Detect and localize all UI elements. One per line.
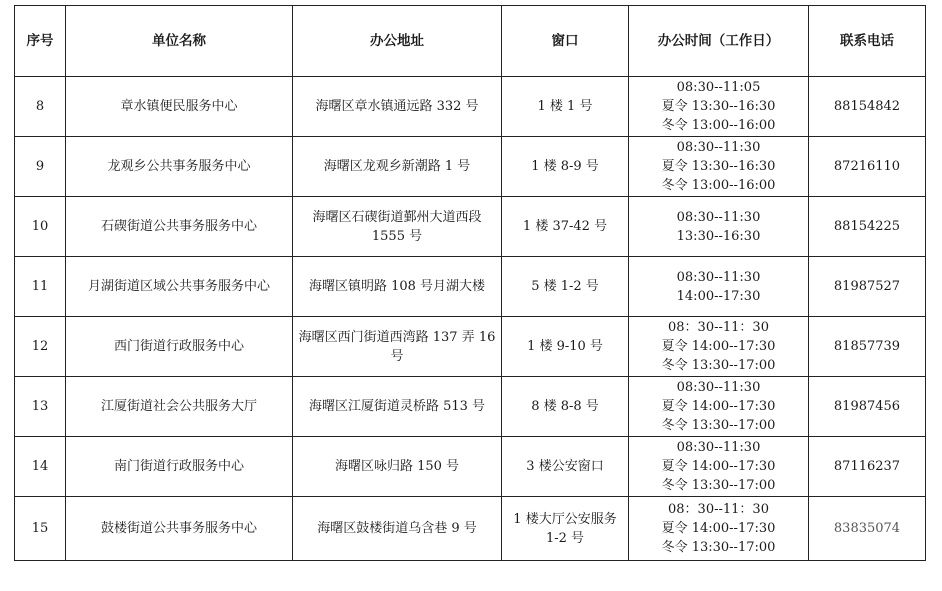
cell-address: 海曙区西门街道西湾路 137 弄 16 号 — [293, 317, 502, 377]
hours-line: 冬令 13:30--17:00 — [661, 358, 776, 373]
header-window: 窗口 — [502, 6, 629, 77]
hours-line: 夏令 14:00--17:30 — [661, 459, 776, 474]
header-name: 单位名称 — [66, 6, 293, 77]
cell-name: 龙观乡公共事务服务中心 — [66, 137, 293, 197]
hours-line: 冬令 13:00--16:00 — [661, 178, 776, 193]
cell-seq: 9 — [15, 137, 66, 197]
service-center-table — [14, 5, 926, 561]
table-header-row — [15, 6, 926, 77]
table-row — [15, 137, 926, 197]
hours-line: 08:30--11:30 — [676, 140, 761, 155]
cell-address: 海曙区镇明路 108 号月湖大楼 — [293, 257, 502, 317]
header-seq: 序号 — [15, 6, 66, 77]
hours-line: 夏令 14:00--17:30 — [661, 399, 776, 414]
cell-seq: 15 — [15, 497, 66, 561]
hours-line: 08:30--11:30 — [676, 209, 761, 225]
hours-line: 冬令 13:30--17:00 — [661, 418, 776, 433]
cell-address: 海曙区石碶街道鄞州大道西段 1555 号 — [293, 197, 502, 257]
cell-seq: 11 — [15, 257, 66, 317]
cell-hours — [629, 437, 809, 497]
hours-line: 13:30--16:30 — [676, 228, 761, 244]
cell-window: 1 楼 1 号 — [502, 77, 629, 137]
cell-address: 海曙区咏归路 150 号 — [293, 437, 502, 497]
cell-window: 1 楼 9-10 号 — [502, 317, 629, 377]
hours-line: 冬令 13:30--17:00 — [661, 478, 776, 493]
cell-phone: 88154842 — [809, 77, 926, 137]
cell-hours — [629, 497, 809, 561]
cell-name: 石碶街道公共事务服务中心 — [66, 197, 293, 257]
hours-line: 夏令 13:30--16:30 — [661, 99, 776, 114]
hours-line: 08：30--11：30 — [668, 502, 769, 517]
hours-line: 14:00--17:30 — [676, 288, 761, 304]
table-row — [15, 77, 926, 137]
cell-hours — [629, 197, 809, 257]
cell-phone: 81987456 — [809, 377, 926, 437]
hours-line: 夏令 14:00--17:30 — [661, 339, 776, 354]
cell-phone: 87216110 — [809, 137, 926, 197]
header-address: 办公地址 — [293, 6, 502, 77]
cell-hours — [629, 317, 809, 377]
hours-line: 冬令 13:30--17:00 — [661, 540, 776, 555]
cell-address: 海曙区鼓楼街道乌含巷 9 号 — [293, 497, 502, 561]
cell-phone: 81987527 — [809, 257, 926, 317]
table-row — [15, 197, 926, 257]
header-hours: 办公时间（工作日） — [629, 6, 809, 77]
cell-window: 1 楼 37-42 号 — [502, 197, 629, 257]
hours-line: 夏令 13:30--16:30 — [661, 159, 776, 174]
table-row — [15, 497, 926, 561]
cell-name: 江厦街道社会公共服务大厅 — [66, 377, 293, 437]
cell-name: 南门街道行政服务中心 — [66, 437, 293, 497]
cell-seq: 14 — [15, 437, 66, 497]
cell-hours — [629, 377, 809, 437]
table-row — [15, 317, 926, 377]
cell-hours — [629, 77, 809, 137]
cell-name: 西门街道行政服务中心 — [66, 317, 293, 377]
cell-hours — [629, 137, 809, 197]
table-row — [15, 437, 926, 497]
cell-window: 3 楼公安窗口 — [502, 437, 629, 497]
cell-phone: 83835074 — [809, 497, 926, 561]
table-row — [15, 377, 926, 437]
header-phone: 联系电话 — [809, 6, 926, 77]
cell-address: 海曙区章水镇通远路 332 号 — [293, 77, 502, 137]
cell-seq: 13 — [15, 377, 66, 437]
cell-phone: 87116237 — [809, 437, 926, 497]
hours-line: 冬令 13:00--16:00 — [661, 118, 776, 133]
cell-name: 月湖街道区域公共事务服务中心 — [66, 257, 293, 317]
cell-window: 1 楼 8-9 号 — [502, 137, 629, 197]
cell-window: 8 楼 8-8 号 — [502, 377, 629, 437]
cell-address: 海曙区江厦街道灵桥路 513 号 — [293, 377, 502, 437]
hours-line: 夏令 14:00--17:30 — [661, 521, 776, 536]
hours-line: 08:30--11:30 — [676, 269, 761, 285]
cell-seq: 8 — [15, 77, 66, 137]
cell-phone: 81857739 — [809, 317, 926, 377]
hours-line: 08:30--11:30 — [676, 440, 761, 455]
table-row — [15, 257, 926, 317]
cell-window: 5 楼 1-2 号 — [502, 257, 629, 317]
cell-address: 海曙区龙观乡新潮路 1 号 — [293, 137, 502, 197]
cell-name: 章水镇便民服务中心 — [66, 77, 293, 137]
cell-hours — [629, 257, 809, 317]
hours-line: 08:30--11:05 — [676, 80, 761, 95]
cell-window: 1 楼大厅公安服务 1-2 号 — [502, 497, 629, 561]
hours-line: 08：30--11：30 — [668, 320, 769, 335]
cell-seq: 12 — [15, 317, 66, 377]
cell-phone: 88154225 — [809, 197, 926, 257]
cell-name: 鼓楼街道公共事务服务中心 — [66, 497, 293, 561]
hours-line: 08:30--11:30 — [676, 380, 761, 395]
cell-seq: 10 — [15, 197, 66, 257]
